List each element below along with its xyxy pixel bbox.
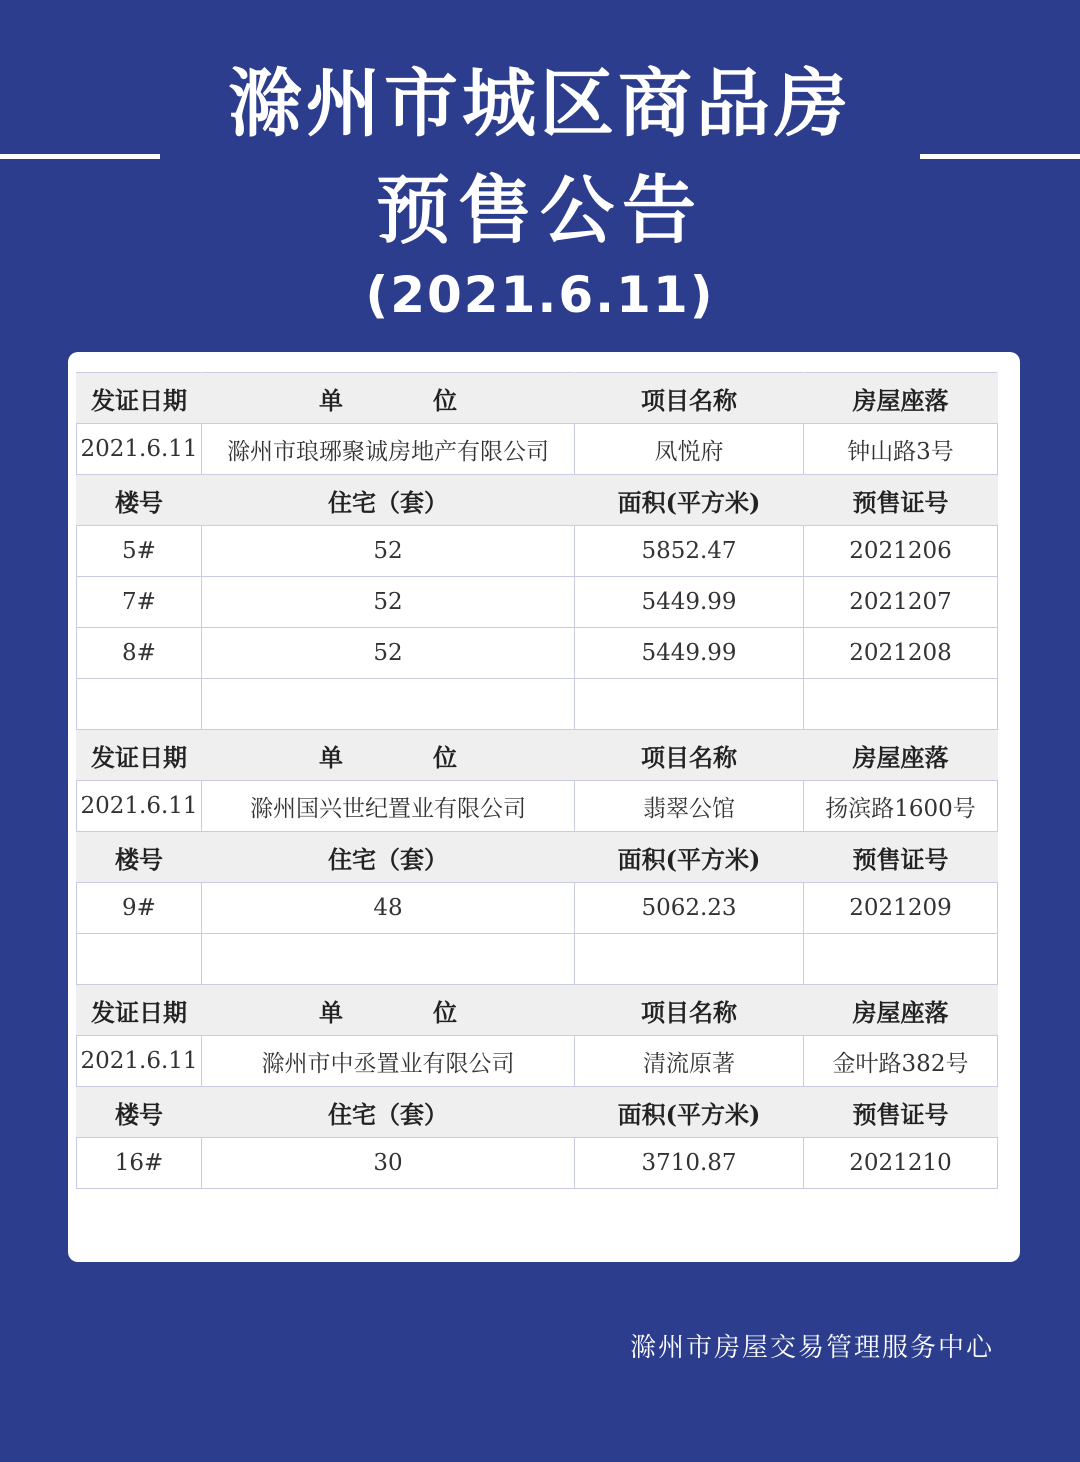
- building-row: [77, 577, 998, 628]
- issuer-name: 滁州市房屋交易管理服务中心: [629, 1333, 994, 1363]
- company-name: 滁州国兴世纪置业有限公司: [202, 781, 575, 832]
- project-col-header: 项目名称: [575, 730, 804, 781]
- project-col-header: 项目名称: [575, 985, 804, 1036]
- area-col-header: 面积(平方米): [575, 832, 804, 883]
- location-col-header: 房屋座落: [804, 985, 998, 1036]
- floor-area: 3710.87: [575, 1138, 804, 1189]
- empty-cell: [804, 934, 998, 985]
- building-number: 16#: [77, 1138, 202, 1189]
- building-col-header: 楼号: [77, 832, 202, 883]
- presale-permit-number: 2021207: [804, 577, 998, 628]
- unit-header-char-2: 位: [433, 997, 457, 1027]
- group-info-row: [77, 1036, 998, 1087]
- floor-area: 5449.99: [575, 577, 804, 628]
- residential-units: 52: [202, 577, 575, 628]
- page-subtitle: 预售公告: [376, 168, 704, 254]
- group-info-row: [77, 424, 998, 475]
- building-row: [77, 526, 998, 577]
- floor-area: 5852.47: [575, 526, 804, 577]
- units-col-header: 住宅（套）: [202, 475, 575, 526]
- building-header-row: [77, 475, 998, 526]
- building-number: 8#: [77, 628, 202, 679]
- presale-permit-number: 2021210: [804, 1138, 998, 1189]
- unit-header-char-1: 单: [319, 385, 343, 415]
- residential-units: 30: [202, 1138, 575, 1189]
- title-divider-right: [920, 154, 1080, 159]
- building-row: [77, 883, 998, 934]
- empty-cell: [77, 679, 202, 730]
- area-col-header: 面积(平方米): [575, 1087, 804, 1138]
- permit-col-header: 预售证号: [804, 832, 998, 883]
- units-col-header: 住宅（套）: [202, 832, 575, 883]
- permit-col-header: 预售证号: [804, 1087, 998, 1138]
- unit-header-char-2: 位: [433, 385, 457, 415]
- property-location: 钟山路3号: [804, 424, 998, 475]
- residential-units: 48: [202, 883, 575, 934]
- page-title: 滁州市城区商品房: [228, 61, 852, 147]
- empty-row: [77, 934, 998, 985]
- unit-col-header: [202, 730, 575, 781]
- unit-header-char-1: 单: [319, 742, 343, 772]
- area-col-header: 面积(平方米): [575, 475, 804, 526]
- company-name: 滁州市中丞置业有限公司: [202, 1036, 575, 1087]
- unit-header-char-2: 位: [433, 742, 457, 772]
- issue-date: 2021.6.11: [77, 424, 202, 475]
- building-number: 7#: [77, 577, 202, 628]
- group-header-row: [77, 985, 998, 1036]
- announcement-date: (2021.6.11): [365, 266, 715, 324]
- group-header-row: [77, 730, 998, 781]
- date-col-header: 发证日期: [77, 373, 202, 424]
- project-name: 凤悦府: [575, 424, 804, 475]
- property-location: 扬滨路1600号: [804, 781, 998, 832]
- presale-permit-number: 2021206: [804, 526, 998, 577]
- issue-date: 2021.6.11: [77, 781, 202, 832]
- building-col-header: 楼号: [77, 1087, 202, 1138]
- date-col-header: 发证日期: [77, 985, 202, 1036]
- building-header-row: [77, 1087, 998, 1138]
- building-row: [77, 1138, 998, 1189]
- announcement-card: [68, 352, 1020, 1262]
- empty-row: [77, 679, 998, 730]
- unit-col-header: [202, 373, 575, 424]
- building-number: 9#: [77, 883, 202, 934]
- units-col-header: 住宅（套）: [202, 1087, 575, 1138]
- building-header-row: [77, 832, 998, 883]
- empty-cell: [202, 934, 575, 985]
- empty-cell: [575, 934, 804, 985]
- building-number: 5#: [77, 526, 202, 577]
- project-col-header: 项目名称: [575, 373, 804, 424]
- group-info-row: [77, 781, 998, 832]
- unit-col-header: [202, 985, 575, 1036]
- residential-units: 52: [202, 526, 575, 577]
- presale-permit-number: 2021208: [804, 628, 998, 679]
- project-name: 翡翠公馆: [575, 781, 804, 832]
- property-location: 金叶路382号: [804, 1036, 998, 1087]
- company-name: 滁州市琅琊聚诚房地产有限公司: [202, 424, 575, 475]
- empty-cell: [77, 934, 202, 985]
- building-row: [77, 628, 998, 679]
- residential-units: 52: [202, 628, 575, 679]
- location-col-header: 房屋座落: [804, 730, 998, 781]
- location-col-header: 房屋座落: [804, 373, 998, 424]
- issue-date: 2021.6.11: [77, 1036, 202, 1087]
- unit-header-char-1: 单: [319, 997, 343, 1027]
- group-header-row: [77, 373, 998, 424]
- date-col-header: 发证日期: [77, 730, 202, 781]
- empty-cell: [804, 679, 998, 730]
- project-name: 清流原著: [575, 1036, 804, 1087]
- presale-table: [76, 372, 998, 1189]
- title-divider-left: [0, 154, 160, 159]
- floor-area: 5449.99: [575, 628, 804, 679]
- building-col-header: 楼号: [77, 475, 202, 526]
- presale-permit-number: 2021209: [804, 883, 998, 934]
- permit-col-header: 预售证号: [804, 475, 998, 526]
- empty-cell: [575, 679, 804, 730]
- empty-cell: [202, 679, 575, 730]
- floor-area: 5062.23: [575, 883, 804, 934]
